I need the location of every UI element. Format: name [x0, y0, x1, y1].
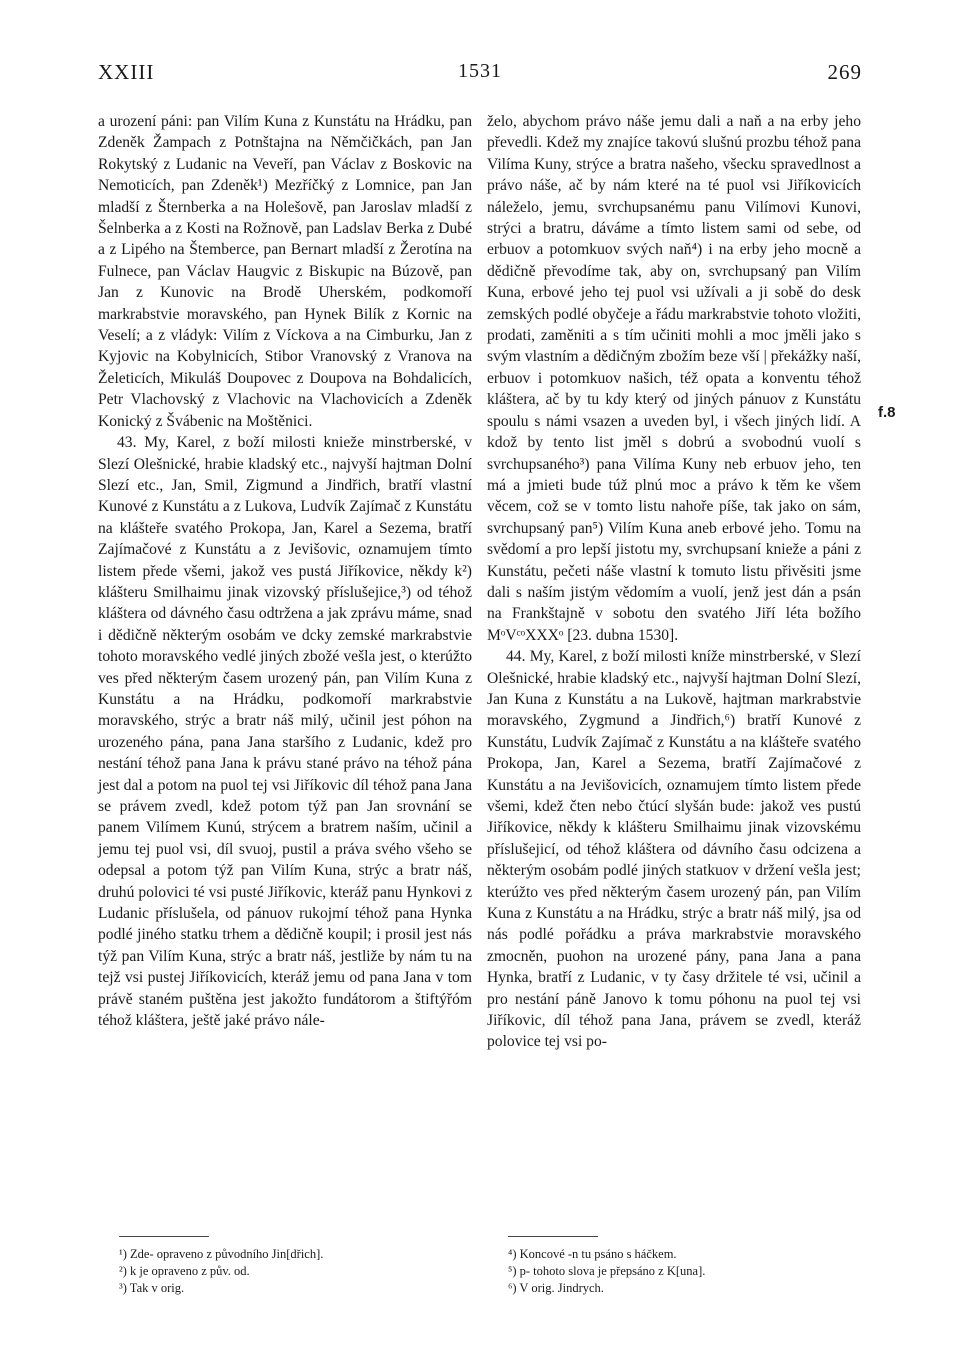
page-number: 269: [827, 60, 862, 84]
footnote-2: ²) k je opraveno z pův. od.: [119, 1264, 250, 1278]
footnote-3: ³) Tak v orig.: [119, 1281, 185, 1295]
running-header: [98, 60, 862, 90]
section-43-text: 43. My, Karel, z boží milosti knieže minstrberské, v Slezí Olešnické, hrabie kladský etc., najvyší hajtman Dolní Slezí etc., Jan, Smil, Zigmund a Jindřich, bratří vlastní Kunové z Kunstátu a z Lukova, Ludvík Zajímač z Kunstátu na klášteře svatého Prokopa, Jan, Karel a Sezema, bratří Zajímačové z Kunstátu a z Jevišovic, oznamujem tímto listem přede všemi, jakož ves pustá Jiříkovice, někdy k²) klášteru Smilhaimu jinak vizovský příslušejice,³) od téhož kláštera od dávného času odtržena a jak zprávu máme, snad i dědičně některým osobám ve dcky zemské markrabstvie tohoto moravského vedlé jiných zbožé vešla jest, o kterúžto ves před některým časem urozený pán, pan Vilím Kuna z Kunstátu a na Hrádku, podkomoří markrabstvie moravského, strýc a bratr náš milý, učinil jest póhon na urozeného pána, pana Jana staršího z Ludanic, kdež pro nestání téhož pana Jana k právu stané právo na téhož pána jest dal a potom na puol tej vsi Jiříkovic díl téhož pana Jana se právem zvedl, kdež potom týž pan Jan srovnání se panem Vilímem Kunú, strýcem a bratrem naším, učinil a jemu tej puol vsi, díl svuoj, pustil a práva svého všeho se odepsal a potom týž pan Vilím Kuna, strýc a bratr náš, druhú polovici té vsi pusté Jiříkovic, kteráž panu Hynkovi z Ludanic příslušela, od pánuov rukojmí téhož pana Hynka podlé jiného statku trhem a dědičně koupil; i prosil jest nás týž pan Vilím Kuna, strýc a bratr náš, jestliže by nám tu na tejž vsi pustej Jiříkovicích, kteráž jemu od pana Jana v tom právě staném puštěna jest jakožto fundátorom a štiftýřóm téhož kláštera, ještě jaké právo nále-: [98, 434, 472, 1030]
year-heading: 1531: [458, 60, 502, 82]
section-44-text: 44. My, Karel, z boží milosti kníže minstrberské, v Slezí Olešnické, hrabie kladský etc., najvyší hajtman Dolní Slezí, Jan Kuna z Kunstátu a na Lukově, hajtman markrabstvie moravského, Zygmund a Jindřich,⁶) bratří Kunové z Kunstátu, Ludvík Zajímač z Kunstátu a na klášteře svatého Prokopa, Jan, Karel a Sezema, bratří Zajímačové z Kunstátu a na Jevišovicích, oznamujem tímto listem přede všemi, kdež čten nebo čtúcí slyšán bude: jakož ves pustú Jiříkovice, někdy k klášteru Smilhaimu jinak vizovskému příslušejicí, od téhož kláštera od dávního času odcizena a některým osobám podlé jiných statkuov v držení vešla jest; kterúžto ves před některým časem urozený pán, pan Vilím Kuna z Kunstátu a na Hrádku, strýc a bratr náš milý, jsa od nás podlé pořádku a práva markrabstvie moravského zmocněn, puohon na urozené pány, pana Jana a pana Hynka, bratří z Ludanic, v ty časy držitele té vsi, učinil a pro nestání páně Janovo k tomu póhonu na puol tej vsi Jiříkovic, díl téhož pana Jana, právem se zvedl, kteráž polovice tej vsi po-: [487, 648, 861, 1051]
footnote-1: ¹) Zde- opraveno z původního Jin[dřich].: [119, 1247, 324, 1261]
footnote-6: ⁶) V orig. Jindrych.: [508, 1281, 604, 1295]
footnotes-right: [508, 1246, 808, 1297]
folio-margin-note: f.8: [878, 404, 896, 421]
footnotes-left: [119, 1246, 419, 1297]
paragraph-continuation: želo, abychom právo náše jemu dali a naň a na erby jeho převedli. Kdež my znajíce takovú slušnú prozbu téhož pana Vilíma Kuny, strýce a bratra našeho, všecku spravedlnost a právo náše, ač by nám které na té puol vsi Jiříkovicích náleželo, jemu, svrchupsanému panu Vilímovi Kunovi, strýci a bratru, dáváme a tímto listem sami od sebe, od erbuov a potomkuov svých naň⁴) i na erby jeho mocně a dědičně převodíme tak, aby on, svrchupsaný pan Vilím Kuna, erbové jeho tej puol vsi užívali a ji sobě do desk zemských podlé obyčeje a řádu markrabstvie tohoto vložiti, prodati, zaměniti a s tím učiniti mohli a moc jměli jako s svým vlastním a dědičným zbožím beze vší | překážky naší, erbuov i potomkuov našich, též opata a konventu téhož kláštera, ač by tu kdy který od jiných pánuov z Kunstátu spoulu s námi vsazen a uveden byl, i všech jiných lidí. A kdož by tento list jměl s dobrú a svobodnú vuolí s svrchupsaného³) pana Vilíma Kuny neb erbuov jeho, ten má a jmieti bude túž plnú moc a právo k těm ke všem věcem, což se v tomto listu nahoře píše, tak jako on sám, svrchupsaný pan⁵) Vilím Kuna aneb erbové jeho. Tomu na svědomí a pro lepší jistotu my, svrchupsaní knieže a páni z Kunstátu, pečeti náše vlastní k tomuto listu přivěsiti jsme dali s naším jistým vědomím a vuolí, jenž jest dán a psán na Frankštajně v sobotu den svatého Jiří léta božího MᵒVᶜᵒXXXᵒ [23. dubna 1530].: [487, 113, 861, 644]
footnote-4: ⁴) Koncové -n tu psáno s háčkem.: [508, 1247, 677, 1261]
paragraph-witness-list: a urození páni: pan Vilím Kuna z Kunstátu na Hrádku, pan Zdeněk Žampach z Potnštajna na Němčičkách, pan Jan Rokytský z Ludanic na Veveří, pan Václav z Boskovic na Nemoticích, pan Zdeněk¹) Mezříčký z Lomnice, pan Jan mladší z Šternberka a na Holešově, pan Jaroslav mladší z Šelnberka a z Kosti na Rožnově, pan Ladslav Berka z Dubé a z Lipého na Štemberce, pan Bernart mladší z Žerotína na Fulnece, pan Václav Haugvic z Biskupic na Búzově, pan Jan z Kunovic na Brodě Uherském, podkomoří markrabstvie moravského, pan Hynek Bilík z Kornic na Veselí; a z vládyk: Vilím z Víckova a na Cimburku, Jan z Kyjovic na Kobylnicích, Stibor Vranovský z Vranova na Želeticích, Mikuláš Doupovec z Doupova na Bohdalicích, Petr Vlachovský z Vlachovic na Vlachovicích a Zdeněk Konický z Švábenic na Moštěnici.: [98, 113, 472, 430]
chapter-number: XXIII: [98, 60, 155, 84]
footnote-5: ⁵) p- tohoto slova je přepsáno z K[una].: [508, 1264, 706, 1278]
footnote-rule-right: [508, 1236, 598, 1237]
right-column: [487, 111, 861, 1053]
footnote-rule-left: [119, 1236, 209, 1237]
left-column: [98, 111, 472, 1031]
